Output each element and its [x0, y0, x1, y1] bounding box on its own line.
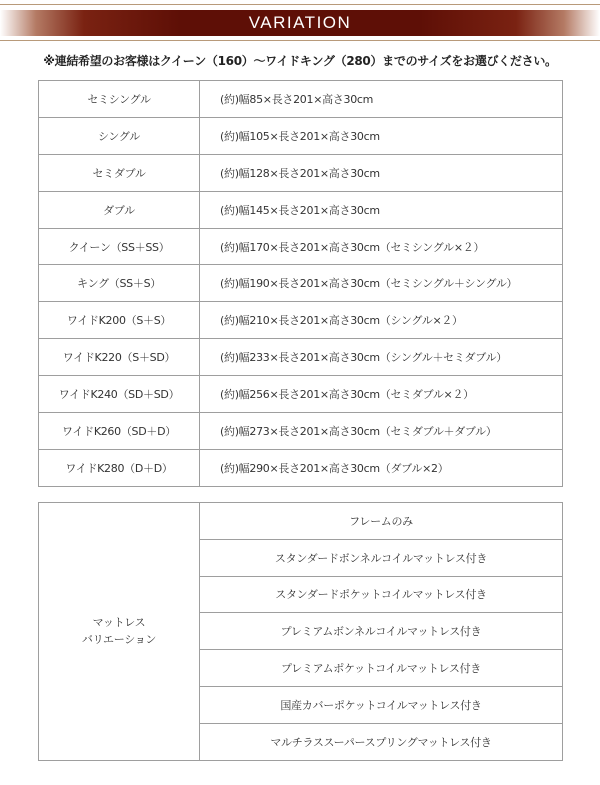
header-band — [0, 10, 600, 36]
mattress-label-line1: マットレス — [92, 616, 146, 630]
header-bottom-rule — [0, 40, 600, 41]
size-name: ワイドK220（S＋SD） — [39, 339, 200, 376]
table-row — [39, 117, 563, 154]
table-row — [39, 339, 563, 376]
size-name: クイーン（SS＋SS） — [39, 228, 200, 265]
table-row — [39, 302, 563, 339]
mattress-option: プレミアムボンネルコイルマットレス付き — [200, 613, 563, 650]
mattress-option: フレームのみ — [200, 503, 563, 540]
mattress-option: スタンダードボンネルコイルマットレス付き — [200, 539, 563, 576]
section-header — [0, 0, 600, 46]
size-name: セミシングル — [39, 81, 200, 118]
size-dimensions: (約)幅128×長さ201×高さ30cm — [200, 154, 563, 191]
size-name: セミダブル — [39, 154, 200, 191]
size-table — [38, 80, 563, 487]
mattress-option: 国産カバーポケットコイルマットレス付き — [200, 686, 563, 723]
size-name: ワイドK280（D＋D） — [39, 449, 200, 486]
size-dimensions: (約)幅210×長さ201×高さ30cm（シングル×２） — [200, 302, 563, 339]
mattress-variation-table — [38, 502, 563, 761]
table-row — [39, 191, 563, 228]
size-name: ワイドK260（SD＋D） — [39, 413, 200, 450]
mattress-label-line2: バリエーション — [81, 633, 157, 647]
size-name: キング（SS＋S） — [39, 265, 200, 302]
size-dimensions: (約)幅273×長さ201×高さ30cm（セミダブル＋ダブル） — [200, 413, 563, 450]
size-dimensions: (約)幅170×長さ201×高さ30cm（セミシングル×２） — [200, 228, 563, 265]
size-dimensions: (約)幅256×長さ201×高さ30cm（セミダブル×２） — [200, 376, 563, 413]
header-top-rule — [0, 4, 600, 5]
table-row — [39, 413, 563, 450]
size-name: ダブル — [39, 191, 200, 228]
section-title: VARIATION — [248, 13, 352, 32]
size-dimensions: (約)幅145×長さ201×高さ30cm — [200, 191, 563, 228]
table-row — [39, 154, 563, 191]
size-dimensions: (約)幅190×長さ201×高さ30cm（セミシングル＋シングル） — [200, 265, 563, 302]
size-dimensions: (約)幅233×長さ201×高さ30cm（シングル＋セミダブル） — [200, 339, 563, 376]
size-name: ワイドK240（SD＋SD） — [39, 376, 200, 413]
connection-notice: ※連結希望のお客様はクイーン（160）〜ワイドキング（280）までのサイズをお選びください。 — [43, 54, 557, 68]
size-dimensions: (約)幅290×長さ201×高さ30cm（ダブル×2） — [200, 449, 563, 486]
mattress-option: マルチラススーパースプリングマットレス付き — [200, 723, 563, 760]
mattress-option: スタンダードポケットコイルマットレス付き — [200, 576, 563, 613]
table-row — [39, 376, 563, 413]
table-row — [39, 265, 563, 302]
size-name: シングル — [39, 117, 200, 154]
size-dimensions: (約)幅85×長さ201×高さ30cm — [200, 81, 563, 118]
size-dimensions: (約)幅105×長さ201×高さ30cm — [200, 117, 563, 154]
mattress-variation-label — [39, 503, 200, 761]
size-name: ワイドK200（S＋S） — [39, 302, 200, 339]
mattress-option: プレミアムポケットコイルマットレス付き — [200, 650, 563, 687]
table-row — [39, 228, 563, 265]
table-row — [39, 449, 563, 486]
table-row — [39, 81, 563, 118]
table-row — [39, 503, 563, 540]
